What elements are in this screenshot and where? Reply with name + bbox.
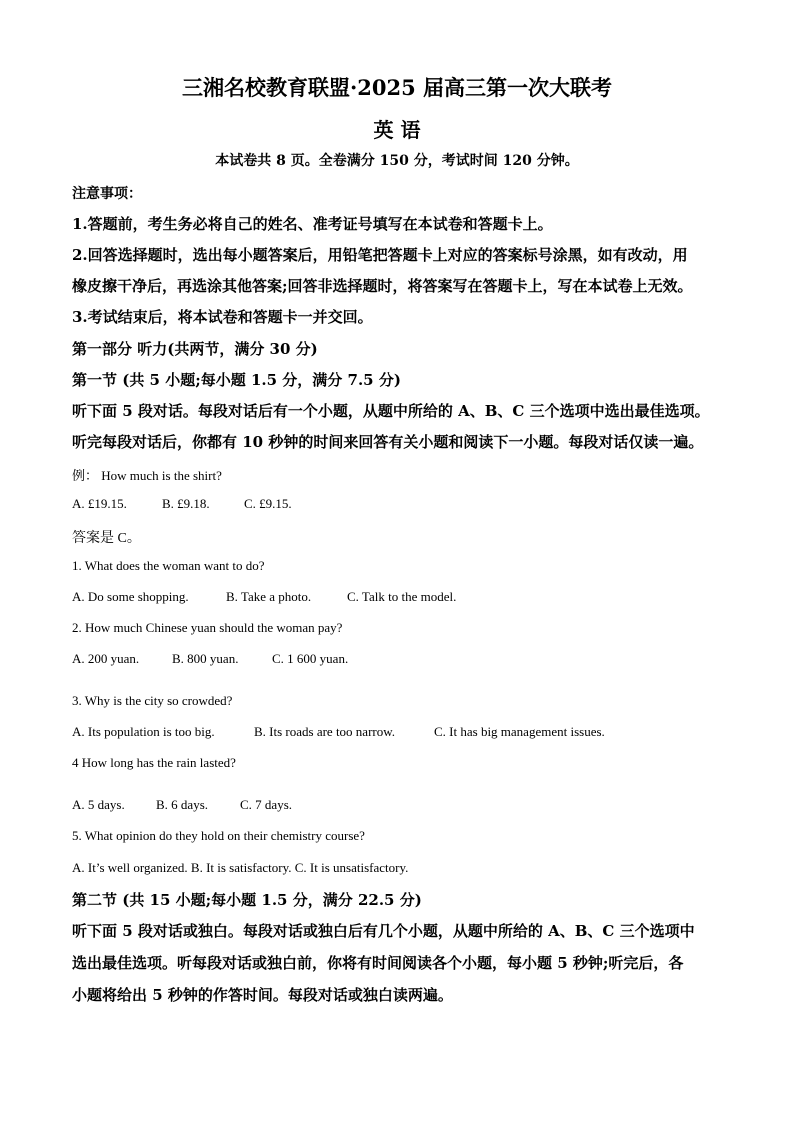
notes-heading: 注意事项： (72, 186, 142, 202)
question-4-options (72, 797, 292, 813)
section2-instructions-line-1: 听下面 5 段对话或独白。每段对话或独白后有几个小题，从题中所给的 A、B、C 三个选项中 (72, 922, 695, 940)
question-3: 3. Why is the city so crowded? (72, 693, 233, 708)
example-options (72, 496, 292, 512)
question-4: 4 How long has the rain lasted? (72, 755, 236, 770)
question-3-option-a: A. Its population is too big. (72, 724, 215, 739)
question-3-option-c: C. It has big management issues. (434, 724, 605, 739)
note-2-line-2: 橡皮擦干净后，再选涂其他答案;回答非选择题时，将答案写在答题卡上，写在本试卷上无效。 (72, 277, 693, 295)
question-2: 2. How much Chinese yuan should the woman pay? (72, 620, 343, 635)
question-4-option-a: A. 5 days. (72, 797, 125, 812)
question-4-option-b: B. 6 days. (156, 797, 208, 812)
section2-instructions-line-2: 选出最佳选项。听每段对话或独白前，你将有时间阅读各个小题，每小题 5 秒钟;听完后，各 (72, 954, 684, 972)
example-option-a: A. £19.15. (72, 496, 127, 511)
example-option-b: B. £9.18. (162, 496, 210, 511)
part1-heading: 第一部分 听力(共两节，满分 30 分) (72, 340, 318, 358)
section1-instructions-line-1: 听下面 5 段对话。每段对话后有一个小题，从题中所给的 A、B、C 三个选项中选出最佳选项。 (72, 402, 710, 420)
section1-heading: 第一节 (共 5 小题;每小题 1.5 分，满分 7.5 分) (72, 371, 401, 389)
question-4-option-c: C. 7 days. (240, 797, 292, 812)
question-1: 1. What does the woman want to do? (72, 558, 265, 573)
question-5: 5. What opinion do they hold on their chemistry course? (72, 828, 365, 843)
note-1: 1.答题前，考生务必将自己的姓名、准考证号填写在本试卷和答题卡上。 (72, 215, 553, 233)
question-1-option-b: B. Take a photo. (226, 589, 312, 604)
section2-heading: 第二节 (共 15 小题;每小题 1.5 分，满分 22.5 分) (72, 891, 422, 909)
question-1-options (72, 589, 456, 605)
section2-instructions-line-3: 小题将给出 5 秒钟的作答时间。每段对话或独白读两遍。 (72, 986, 453, 1004)
question-2-option-a: A. 200 yuan. (72, 651, 140, 666)
example-option-c: C. £9.15. (244, 496, 292, 511)
section1-instructions-line-2: 听完每段对话后，你都有 10 秒钟的时间来回答有关小题和阅读下一小题。每段对话仅读一遍。 (72, 433, 704, 451)
question-5-options: A. It’s well organized. B. It is satisfactory. C. It is unsatisfactory. (72, 860, 409, 875)
question-2-option-c: C. 1 600 yuan. (272, 651, 349, 666)
exam-title: 三湘名校教育联盟·2025 届高三第一次大联考 (181, 75, 613, 100)
note-2-line-1: 2.回答选择题时，选出每小题答案后，用铅笔把答题卡上对应的答案标号涂黑，如有改动，用 (72, 246, 688, 264)
example-question: 例： How much is the shirt? (72, 468, 222, 483)
question-3-options (72, 724, 605, 740)
example-answer: 答案是 C。 (72, 531, 141, 546)
question-1-option-c: C. Talk to the model. (347, 589, 457, 604)
question-2-option-b: B. 800 yuan. (172, 651, 239, 666)
question-2-options (72, 651, 348, 667)
question-1-option-a: A. Do some shopping. (72, 589, 189, 604)
note-3: 3.考试结束后，将本试卷和答题卡一并交回。 (72, 308, 373, 326)
question-3-option-b: B. Its roads are too narrow. (254, 724, 396, 739)
exam-info: 本试卷共 8 页。全卷满分 150 分，考试时间 120 分钟。 (215, 153, 579, 169)
subject-title: 英 语 (373, 118, 421, 142)
